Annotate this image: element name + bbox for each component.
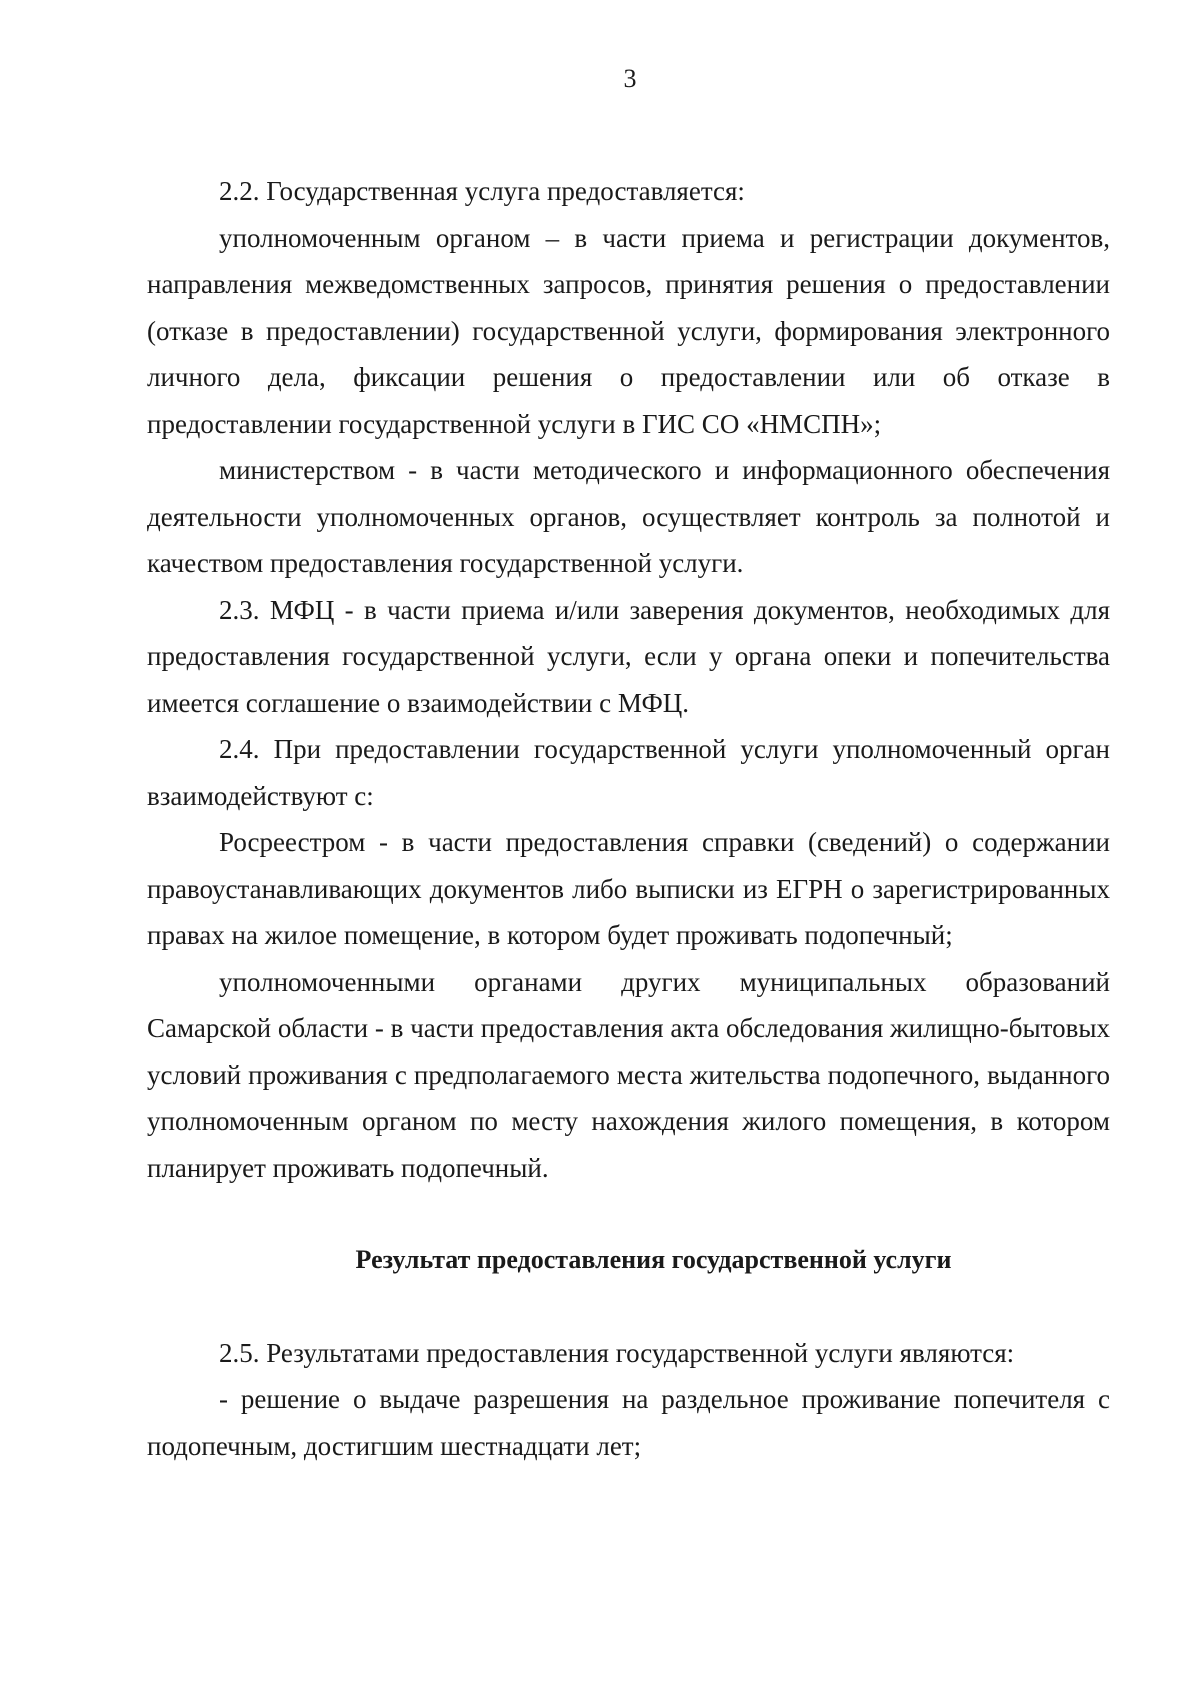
page-number: 3 bbox=[623, 64, 637, 93]
spacer bbox=[147, 1284, 1110, 1330]
document-body bbox=[147, 168, 1110, 1469]
paragraph-2-3: 2.3. МФЦ - в части приема и/или заверения документов, необходимых для предоставления государственной услуги, если у органа опеки и попечительства имеется соглашение о взаимодействии с МФЦ. bbox=[147, 594, 1110, 718]
paragraph-2-2: 2.2. Государственная услуга предоставляется: bbox=[219, 176, 745, 206]
paragraph-authorized-body: уполномоченным органом – в части приема и регистрации документов, направления межведомственных запросов, принятия решения о предоставлении (отказе в предоставлении) государственной услуги, формирования электронного личного дела, фиксации решения о предоставлении или об отказе в предоставлении государственной услуги в ГИС СО «НМСПН»; bbox=[147, 222, 1110, 439]
paragraph-rosreestr: Росреестром - в части предоставления справки (сведений) о содержании правоустанавливающих документов либо выписки из ЕГРН о зарегистрированных правах на жилое помещение, в котором будет проживать подопечный; bbox=[147, 827, 1110, 950]
paragraph-2-5: 2.5. Результатами предоставления государственной услуги являются: bbox=[219, 1337, 1015, 1368]
paragraph-decision: - решение о выдаче разрешения на раздельное проживание попечителя с подопечным, достигшим шестнадцати лет; bbox=[147, 1384, 1110, 1461]
paragraph-municipal-bodies: уполномоченными органами других муниципальных образований Самарской области - в части предоставления акта обследования жилищно-бытовых условий проживания с предполагаемого места жительства подопечного, выданного уполномоченным органом по месту нахождения жилого помещения, в котором планирует проживать подопечный. bbox=[147, 966, 1110, 1183]
spacer bbox=[147, 1191, 1110, 1237]
section-heading: Результат предоставления государственной услуги bbox=[355, 1245, 952, 1274]
paragraph-ministry: министерством - в части методического и информационного обеспечения деятельности уполномоченных органов, осуществляет контроль за полнотой и качеством предоставления государственной услуги. bbox=[147, 455, 1110, 578]
paragraph-2-4: 2.4. При предоставлении государственной услуги уполномоченный орган взаимодействуют с: bbox=[147, 734, 1110, 811]
